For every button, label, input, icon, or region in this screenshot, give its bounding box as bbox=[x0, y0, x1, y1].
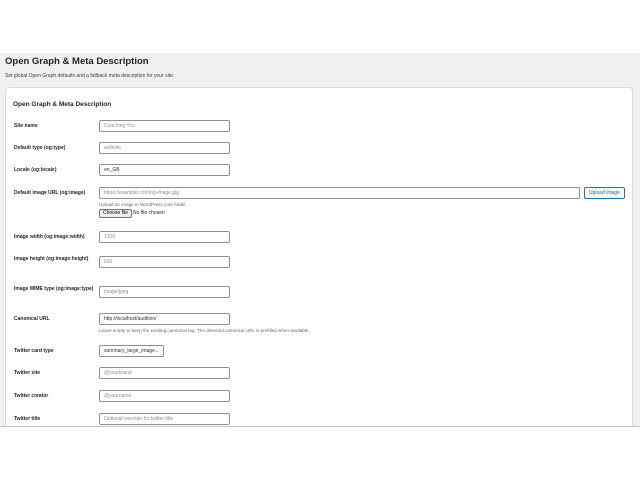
twitter-site-label: Twitter site bbox=[14, 370, 41, 376]
twitter-creator-label: Twitter creator bbox=[14, 393, 49, 399]
upload-image-button[interactable]: Upload image bbox=[584, 187, 625, 199]
page-description: Set global Open Graph defaults and a fallback meta description for your site. bbox=[5, 73, 175, 79]
site-name-input[interactable] bbox=[99, 120, 230, 132]
twitter-title-input[interactable] bbox=[99, 413, 230, 425]
og-locale-input[interactable] bbox=[99, 164, 230, 176]
settings-viewport bbox=[0, 53, 640, 426]
twitter-card-select[interactable] bbox=[99, 345, 164, 357]
canonical-url-label: Canonical URL bbox=[14, 316, 50, 322]
viewport-bottom-divider bbox=[0, 426, 640, 427]
no-file-chosen-text: No file chosen bbox=[133, 210, 165, 216]
og-image-height-input[interactable] bbox=[99, 256, 230, 268]
og-locale-label: Locale (og:locale) bbox=[14, 167, 57, 173]
og-image-type-input[interactable] bbox=[99, 286, 230, 298]
site-name-label: Site name bbox=[14, 123, 38, 129]
og-image-help: Upload an image to WordPress core folder. bbox=[99, 202, 187, 207]
og-type-label: Default type (og:type) bbox=[14, 145, 66, 151]
twitter-card-label: Twitter card type bbox=[14, 348, 54, 354]
og-image-width-label: Image width (og:image:width) bbox=[14, 234, 85, 240]
og-type-input[interactable] bbox=[99, 142, 230, 154]
canonical-url-help: Leave empty to keep the existing canonical tag. The detected canonical URL is prefilled when available. bbox=[99, 328, 310, 333]
page-scrollbar[interactable] bbox=[634, 53, 640, 426]
page-title: Open Graph & Meta Description bbox=[5, 56, 149, 67]
og-image-height-label: Image height (og:image:height) bbox=[14, 256, 89, 262]
twitter-site-input[interactable] bbox=[99, 367, 230, 379]
og-image-width-input[interactable] bbox=[99, 231, 230, 243]
og-image-type-label: Image MIME type (og:image:type) bbox=[14, 286, 94, 292]
og-image-label: Default image URL (og:image) bbox=[14, 190, 86, 196]
chevron-down-icon: ⌄ bbox=[154, 348, 159, 354]
twitter-creator-input[interactable] bbox=[99, 390, 230, 402]
twitter-card-selected-value: summary_large_image bbox=[104, 348, 155, 354]
choose-file-button[interactable]: Choose file bbox=[99, 209, 132, 218]
twitter-title-label: Twitter title bbox=[14, 416, 41, 422]
card-title: Open Graph & Meta Description bbox=[13, 101, 112, 108]
settings-card bbox=[5, 87, 633, 426]
og-image-url-input[interactable] bbox=[99, 187, 580, 199]
canonical-url-input[interactable] bbox=[99, 313, 230, 325]
